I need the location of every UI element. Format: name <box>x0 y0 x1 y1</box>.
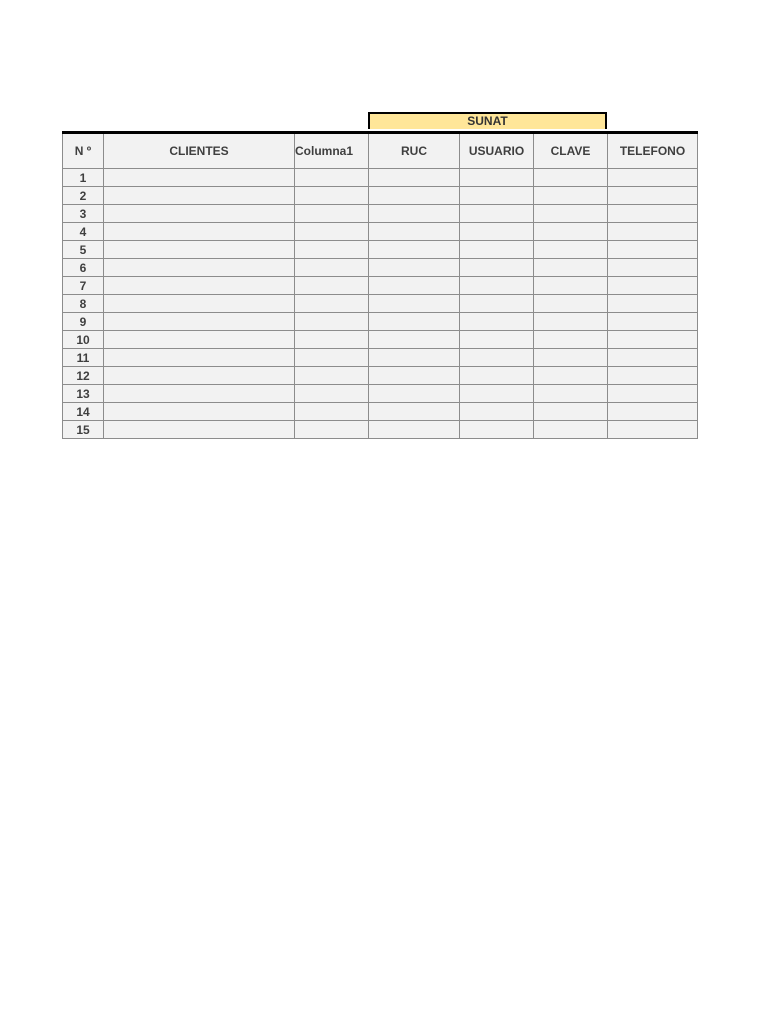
cell-ruc[interactable] <box>369 385 460 403</box>
cell-telefono[interactable] <box>608 259 698 277</box>
cell-telefono[interactable] <box>608 169 698 187</box>
table-row <box>63 295 698 313</box>
cell-telefono[interactable] <box>608 331 698 349</box>
table-row <box>63 403 698 421</box>
clients-table <box>62 131 698 439</box>
cell-columna1[interactable] <box>295 367 369 385</box>
cell-clave[interactable] <box>534 403 608 421</box>
cell-columna1[interactable] <box>295 313 369 331</box>
cell-clientes[interactable] <box>104 367 295 385</box>
cell-ruc[interactable] <box>369 367 460 385</box>
cell-telefono[interactable] <box>608 349 698 367</box>
cell-usuario[interactable] <box>460 385 534 403</box>
header-row <box>63 133 698 169</box>
cell-number[interactable]: 14 <box>63 403 104 421</box>
cell-clave[interactable] <box>534 205 608 223</box>
cell-number[interactable]: 2 <box>63 187 104 205</box>
cell-clave[interactable] <box>534 385 608 403</box>
cell-number[interactable]: 9 <box>63 313 104 331</box>
cell-ruc[interactable] <box>369 349 460 367</box>
cell-clave[interactable] <box>534 223 608 241</box>
table-body <box>63 169 698 439</box>
cell-usuario[interactable] <box>460 223 534 241</box>
table-row <box>63 205 698 223</box>
table-row <box>63 223 698 241</box>
cell-clientes[interactable] <box>104 241 295 259</box>
table-row <box>63 187 698 205</box>
column-header-number[interactable]: N º <box>63 133 104 169</box>
cell-usuario[interactable] <box>460 313 534 331</box>
cell-columna1[interactable] <box>295 277 369 295</box>
group-header-sunat[interactable]: SUNAT <box>368 112 607 129</box>
cell-telefono[interactable] <box>608 313 698 331</box>
cell-clave[interactable] <box>534 421 608 439</box>
cell-telefono[interactable] <box>608 223 698 241</box>
cell-clientes[interactable] <box>104 331 295 349</box>
cell-clientes[interactable] <box>104 169 295 187</box>
cell-clientes[interactable] <box>104 277 295 295</box>
cell-clave[interactable] <box>534 295 608 313</box>
cell-columna1[interactable] <box>295 403 369 421</box>
group-header-row <box>62 112 697 131</box>
table-row <box>63 169 698 187</box>
column-header-clientes[interactable]: CLIENTES <box>104 133 295 169</box>
cell-clave[interactable] <box>534 259 608 277</box>
table-row <box>63 241 698 259</box>
cell-clientes[interactable] <box>104 403 295 421</box>
cell-usuario[interactable] <box>460 331 534 349</box>
cell-number[interactable]: 12 <box>63 367 104 385</box>
cell-clave[interactable] <box>534 169 608 187</box>
cell-columna1[interactable] <box>295 421 369 439</box>
cell-ruc[interactable] <box>369 169 460 187</box>
cell-ruc[interactable] <box>369 205 460 223</box>
cell-usuario[interactable] <box>460 421 534 439</box>
cell-clave[interactable] <box>534 241 608 259</box>
cell-usuario[interactable] <box>460 295 534 313</box>
cell-clave[interactable] <box>534 313 608 331</box>
cell-ruc[interactable] <box>369 259 460 277</box>
table-row <box>63 367 698 385</box>
cell-number[interactable]: 11 <box>63 349 104 367</box>
cell-ruc[interactable] <box>369 403 460 421</box>
cell-columna1[interactable] <box>295 223 369 241</box>
column-header-telefono[interactable]: TELEFONO <box>608 133 698 169</box>
cell-number[interactable]: 1 <box>63 169 104 187</box>
cell-number[interactable]: 15 <box>63 421 104 439</box>
cell-telefono[interactable] <box>608 187 698 205</box>
cell-clave[interactable] <box>534 331 608 349</box>
cell-number[interactable]: 13 <box>63 385 104 403</box>
cell-number[interactable]: 10 <box>63 331 104 349</box>
column-header-ruc[interactable]: RUC <box>369 133 460 169</box>
cell-clientes[interactable] <box>104 295 295 313</box>
cell-number[interactable]: 5 <box>63 241 104 259</box>
cell-columna1[interactable] <box>295 349 369 367</box>
table-row <box>63 313 698 331</box>
cell-usuario[interactable] <box>460 349 534 367</box>
cell-telefono[interactable] <box>608 205 698 223</box>
cell-number[interactable]: 8 <box>63 295 104 313</box>
cell-usuario[interactable] <box>460 205 534 223</box>
cell-clave[interactable] <box>534 349 608 367</box>
cell-telefono[interactable] <box>608 385 698 403</box>
cell-ruc[interactable] <box>369 277 460 295</box>
cell-usuario[interactable] <box>460 259 534 277</box>
table-row <box>63 277 698 295</box>
cell-ruc[interactable] <box>369 295 460 313</box>
table-row <box>63 421 698 439</box>
cell-telefono[interactable] <box>608 295 698 313</box>
cell-columna1[interactable] <box>295 259 369 277</box>
cell-columna1[interactable] <box>295 295 369 313</box>
cell-clientes[interactable] <box>104 223 295 241</box>
cell-columna1[interactable] <box>295 187 369 205</box>
cell-columna1[interactable] <box>295 331 369 349</box>
cell-ruc[interactable] <box>369 421 460 439</box>
column-header-clave[interactable]: CLAVE <box>534 133 608 169</box>
cell-columna1[interactable] <box>295 385 369 403</box>
cell-clientes[interactable] <box>104 259 295 277</box>
cell-columna1[interactable] <box>295 205 369 223</box>
cell-clientes[interactable] <box>104 205 295 223</box>
cell-usuario[interactable] <box>460 241 534 259</box>
cell-clave[interactable] <box>534 277 608 295</box>
cell-telefono[interactable] <box>608 421 698 439</box>
cell-ruc[interactable] <box>369 187 460 205</box>
cell-number[interactable]: 7 <box>63 277 104 295</box>
cell-usuario[interactable] <box>460 187 534 205</box>
table-row <box>63 349 698 367</box>
cell-telefono[interactable] <box>608 367 698 385</box>
cell-number[interactable]: 3 <box>63 205 104 223</box>
cell-ruc[interactable] <box>369 331 460 349</box>
cell-clientes[interactable] <box>104 313 295 331</box>
cell-telefono[interactable] <box>608 277 698 295</box>
cell-telefono[interactable] <box>608 241 698 259</box>
table-row <box>63 331 698 349</box>
cell-clave[interactable] <box>534 367 608 385</box>
cell-usuario[interactable] <box>460 169 534 187</box>
cell-clientes[interactable] <box>104 349 295 367</box>
cell-usuario[interactable] <box>460 403 534 421</box>
column-header-usuario[interactable]: USUARIO <box>460 133 534 169</box>
spreadsheet-table-area <box>62 112 697 439</box>
cell-ruc[interactable] <box>369 241 460 259</box>
cell-usuario[interactable] <box>460 367 534 385</box>
cell-clientes[interactable] <box>104 421 295 439</box>
cell-telefono[interactable] <box>608 403 698 421</box>
column-header-columna1[interactable]: Columna1 <box>295 133 369 169</box>
cell-number[interactable]: 4 <box>63 223 104 241</box>
cell-columna1[interactable] <box>295 169 369 187</box>
table-row <box>63 385 698 403</box>
cell-clave[interactable] <box>534 187 608 205</box>
cell-usuario[interactable] <box>460 277 534 295</box>
cell-clientes[interactable] <box>104 187 295 205</box>
cell-ruc[interactable] <box>369 223 460 241</box>
cell-number[interactable]: 6 <box>63 259 104 277</box>
cell-columna1[interactable] <box>295 241 369 259</box>
cell-ruc[interactable] <box>369 313 460 331</box>
cell-clientes[interactable] <box>104 385 295 403</box>
table-row <box>63 259 698 277</box>
